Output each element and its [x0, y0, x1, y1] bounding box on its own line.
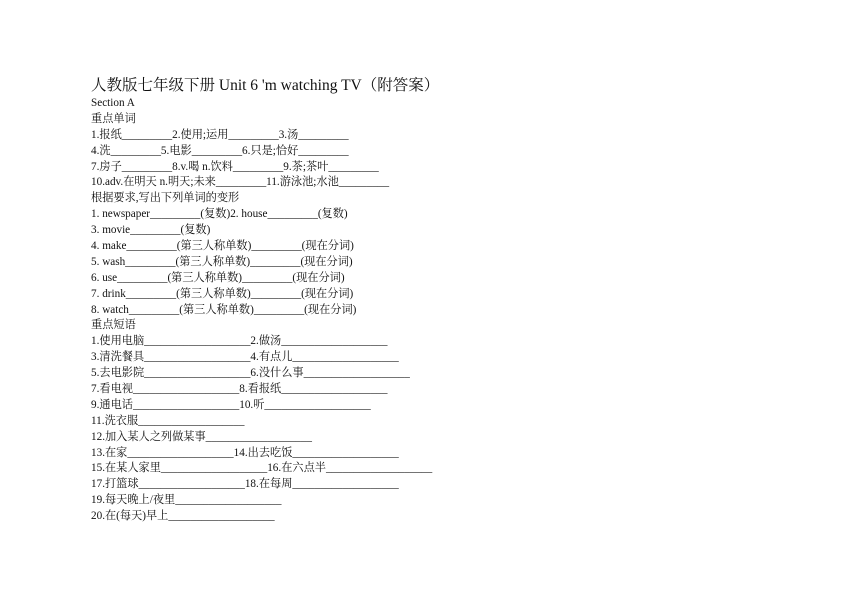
worksheet-line: 11.洗衣服___________________	[91, 414, 245, 427]
worksheet-content	[91, 76, 831, 525]
worksheet-line: 19.每天晚上/夜里___________________	[91, 494, 282, 507]
worksheet-line: 13.在家___________________14.出去吃饭___________________	[91, 446, 399, 459]
worksheet-line: 7.房子_________8.v.喝 n.饮料_________9.茶;茶叶_________	[91, 160, 379, 173]
worksheet-line: 12.加入某人之列做某事___________________	[91, 430, 312, 443]
worksheet-line: 3.清洗餐具___________________4.有点儿___________________	[91, 351, 399, 364]
worksheet-line: 20.在(每天)早上___________________	[91, 510, 275, 523]
worksheet-line: 7.看电视___________________8.看报纸___________________	[91, 383, 388, 396]
worksheet-line: 5.去电影院___________________6.没什么事___________________	[91, 367, 410, 380]
worksheet-line: 5. wash_________(第三人称单数)_________(现在分词)	[91, 255, 353, 268]
worksheet-line: 6. use_________(第三人称单数)_________(现在分词)	[91, 271, 345, 284]
worksheet-line: 重点短语	[91, 319, 136, 332]
worksheet-line: 10.adv.在明天 n.明天;未来_________11.游泳池;水池_________	[91, 176, 390, 189]
worksheet-line: 根据要求,写出下列单词的变形	[91, 192, 240, 205]
worksheet-line: 8. watch_________(第三人称单数)_________(现在分词)	[91, 303, 357, 316]
worksheet-line: 1.报纸_________2.使用;运用_________3.汤_________	[91, 128, 349, 141]
document-title: 人教版七年级下册 Unit 6 'm watching TV（附答案）	[91, 77, 440, 94]
worksheet-line: 4. make_________(第三人称单数)_________(现在分词)	[91, 240, 354, 253]
worksheet-line: Section A	[91, 97, 135, 109]
worksheet-line: 9.通电话___________________10.听___________________	[91, 398, 371, 411]
worksheet-lines	[91, 96, 831, 525]
worksheet-line: 17.打篮球___________________18.在每周___________________	[91, 478, 399, 491]
worksheet-line: 3. movie_________(复数)	[91, 224, 211, 237]
worksheet-line: 4.洗_________5.电影_________6.只是;恰好_________	[91, 144, 349, 157]
worksheet-line: 15.在某人家里___________________16.在六点半___________________	[91, 462, 433, 475]
worksheet-line: 1. newspaper_________(复数)2. house_________(复数)	[91, 208, 348, 221]
worksheet-line: 7. drink_________(第三人称单数)_________(现在分词)	[91, 287, 354, 300]
worksheet-line: 重点单词	[91, 112, 136, 125]
worksheet-line: 1.使用电脑___________________2.做汤___________________	[91, 335, 388, 348]
